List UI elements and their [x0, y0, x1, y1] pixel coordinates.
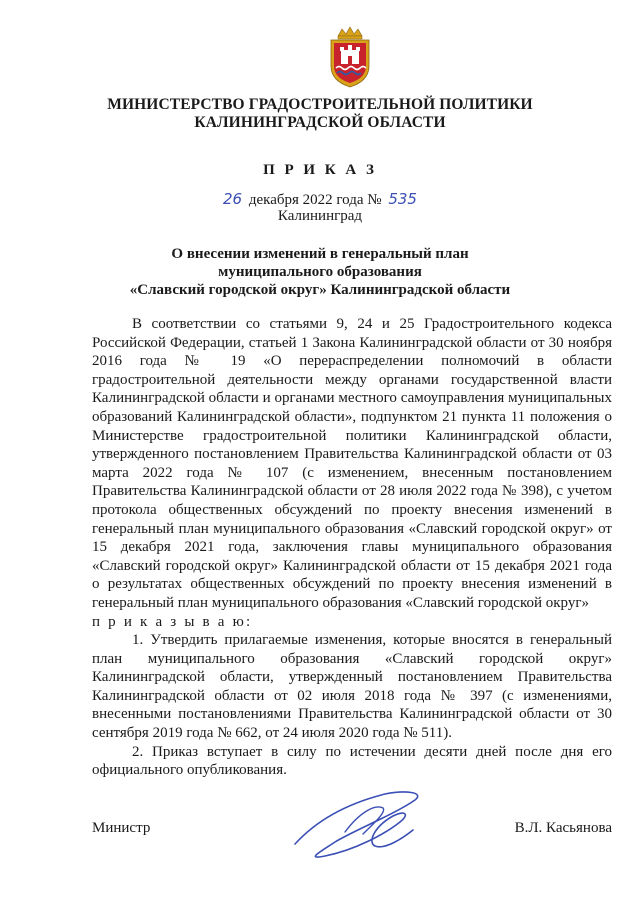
handwritten-signature-icon: [275, 782, 435, 872]
order-subject: [0, 245, 640, 299]
kaliningrad-coat-of-arms-icon: [326, 26, 374, 88]
signer-role: Министр: [92, 820, 151, 836]
order-title: П Р И К А З: [263, 162, 377, 178]
subject-line-3: «Славский городской округ» Калининградской области: [129, 282, 511, 298]
order-date-text: декабря 2022 года №: [248, 192, 382, 208]
item-2-paragraph: 2. Приказ вступает в силу по истечении десяти дней после дня его официального опубликования.: [92, 743, 612, 779]
subject-line-2: муниципального образования: [218, 264, 422, 280]
order-body: [92, 315, 612, 780]
handwritten-day: 26: [223, 190, 243, 208]
signer-name: В.Л. Касьянова: [514, 820, 612, 836]
subject-line-1: О внесении изменений в генеральный план: [171, 246, 469, 262]
order-city: Калининград: [277, 208, 363, 224]
command-paragraph: [92, 613, 612, 632]
preamble-paragraph: [92, 315, 612, 613]
item-1-paragraph: 1. Утвердить прилагаемые изменения, которые вносятся в генеральный план муниципального образования «Славский городской округ» Калининградской области, утвержденный постановлением Правительства Калининградской области от 02 июля 2018 года № 397 (с изменениями, внесенными постановлениями Правительства Калининградской области от 30 сентября 2019 года № 662, от 24 июля 2020 года № 511).: [92, 632, 612, 742]
ministry-line-2: КАЛИНИНГРАДСКОЙ ОБЛАСТИ: [194, 114, 446, 131]
ministry-line-1: МИНИСТЕРСТВО ГРАДОСТРОИТЕЛЬНОЙ ПОЛИТИКИ: [107, 96, 533, 113]
command-text: п р и к а з ы в а ю:: [92, 613, 253, 630]
ministry-heading: [0, 96, 640, 132]
order-date-line: [0, 190, 640, 209]
handwritten-order-number: 535: [388, 190, 417, 208]
preamble-text: В соответствии со статьями 9, 24 и 25 Градостроительного кодекса Российской Федерации, статьей 1 Закона Калининградской области от 30 ноября 2016 года № 19 «О перераспределении полномочий в области градостроительной деятельности между органами государственной власти Калининградской области и органами местного самоуправления муниципальных образований Калининградской области», подпунктом 21 пункта 11 положения о Министерстве градостроительной политики Калининградской области, утвержденного постановлением Правительства Калининградской области от 03 марта 2022 года № 107 (с изменением, внесенным постановлением Правительства Калининградской области от 28 июля 2022 года № 398), с учетом протокола общественных обсуждений по проекту внесения изменений в генеральный план муниципального образования «Славский городской округ» от 15 декабря 2021 года, заключения главы муниципального образования «Славский городской округ» Калининградской области от 15 декабря 2021 года о результатах общественных обсуждений по проекту внесения изменений в генеральный план муниципального образования «Славский городской округ»: [92, 316, 612, 611]
